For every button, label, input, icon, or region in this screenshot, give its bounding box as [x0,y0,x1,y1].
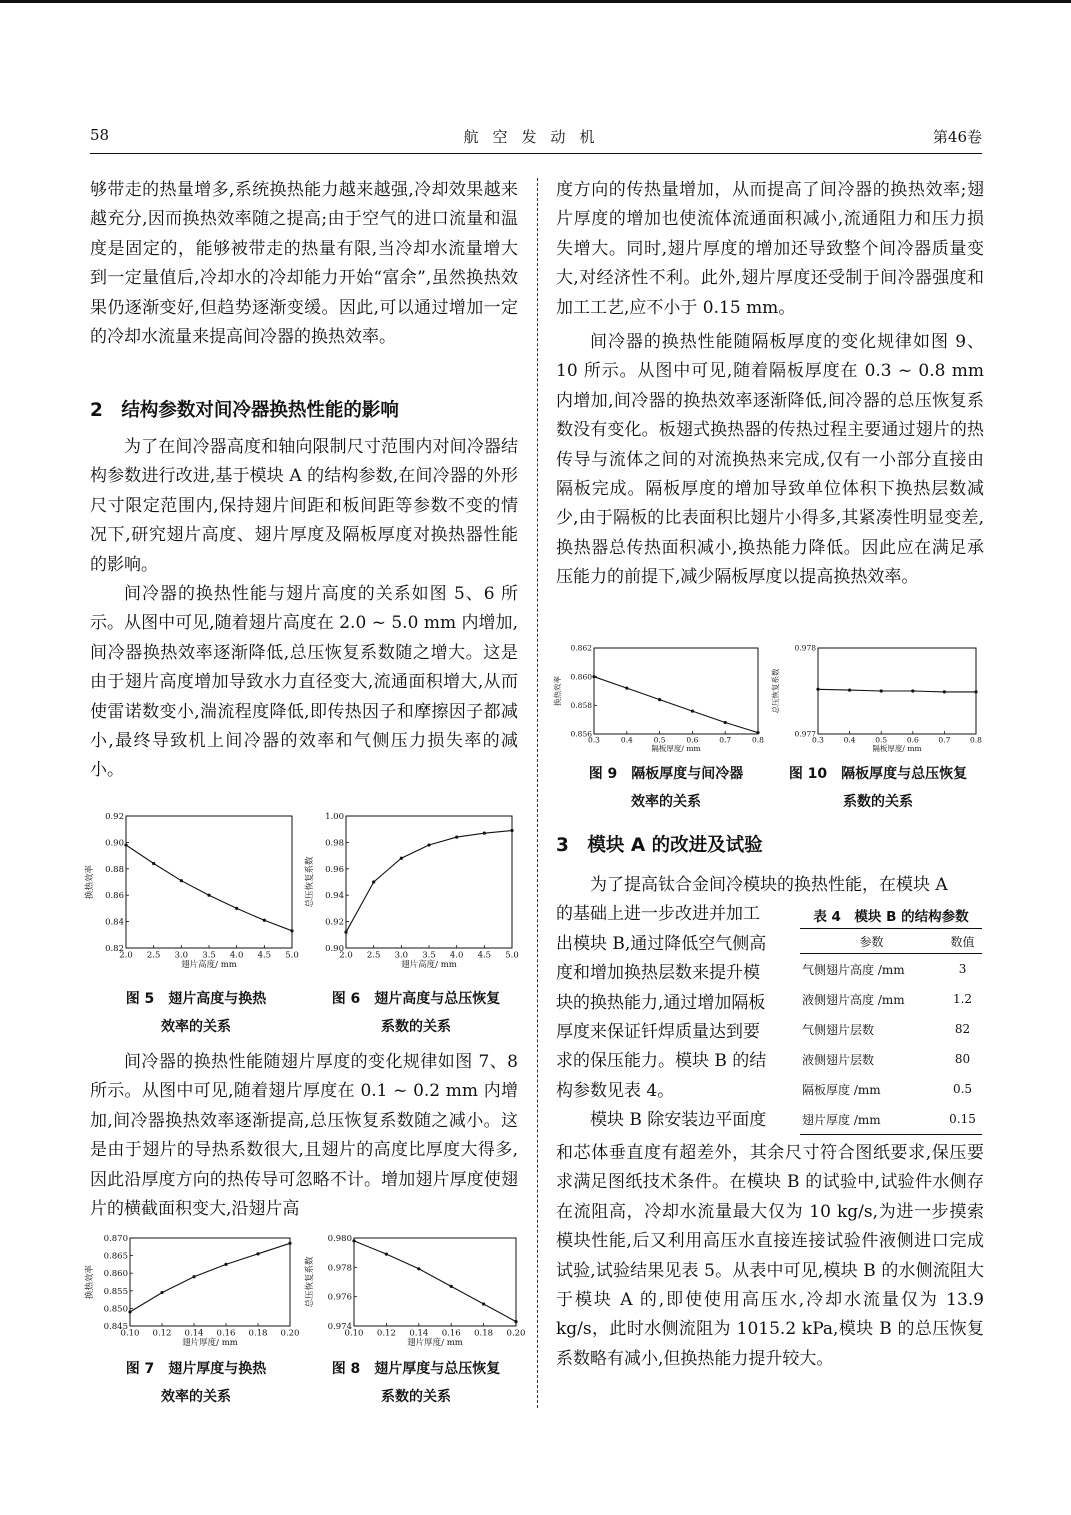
y-tick-label: 0.977 [794,729,816,739]
caption-line: 图 6 翅片高度与总压恢复 [331,991,501,1007]
y-axis-label: 换热效率 [85,864,95,900]
x-tick-label: 4.5 [257,950,272,961]
data-point [756,731,759,734]
data-point [180,879,183,882]
x-axis-label: 翅片厚度/ mm [407,1338,463,1348]
table-4-grid [800,928,982,1135]
data-point [514,1320,517,1323]
y-tick-label: 0.974 [327,1321,352,1332]
section-heading-2: 2 结构参数对间冷器换热性能的影响 [90,400,399,421]
figure-10-caption [770,760,986,816]
y-axis-label: 总压恢复系数 [305,856,315,908]
table-row [800,1044,982,1074]
table-4 [800,906,982,1135]
x-tick-label: 0.5 [653,735,666,745]
figure-5-chart [84,812,306,978]
x-tick-label: 4.5 [477,950,492,961]
data-point [724,721,727,724]
y-tick-label: 0.84 [105,917,124,928]
data-point [510,829,513,832]
caption-line: 图 9 隔板厚度与间冷器 [588,766,744,782]
column-divider [537,178,538,1408]
data-point [256,1252,259,1255]
data-point [128,1310,131,1313]
table-cell: 气侧翅片层数 [802,1022,875,1037]
caption-line: 图 5 翅片高度与换热 [125,991,267,1007]
caption-line: 系数的关系 [843,794,913,810]
data-point [848,689,851,692]
y-tick-label: 0.90 [325,943,344,954]
y-tick-label: 0.870 [103,1234,128,1244]
figure-7-caption [96,1355,296,1411]
x-axis-label: 翅片高度/ mm [181,960,237,970]
data-point [263,919,266,922]
x-tick-label: 0.6 [686,735,699,745]
section-heading-3: 3 模块 A 的改进及试验 [556,835,763,856]
right-column [556,176,984,620]
data-point [427,843,430,846]
y-tick-label: 0.88 [105,864,124,875]
series-line [594,677,758,733]
table-row [800,954,982,985]
table-cell: 80 [954,1052,971,1066]
x-tick-label: 0.14 [409,1328,429,1339]
paragraph: 和芯体垂直度有超差外，其余尺寸符合图纸要求,保压要求满足图纸技术条件。在模块 B 的试验中,试验件水侧存在流阻高，冷却水流量最大仅为 10 kg/s,为进一步摸索模块性能,后又利用高压水直接连接试验件液侧进口完成试验,试验结果见表 5。从表中可见,模块 B 的水侧流阻大于模块 A 的,即使使用高压水,冷却水流量仅为 13.9 kg/s，此时水侧流阻为 1015.2 kPa,模块 B 的总压恢复系数略有减小,但换热能力提升较大。 [556,1143,984,1369]
table-row [800,984,982,1014]
x-tick-label: 3.5 [422,950,436,961]
x-tick-label: 0.8 [752,735,764,745]
x-tick-label: 0.7 [719,735,732,745]
data-point [385,1253,388,1256]
data-point [974,690,977,693]
plot-frame [346,816,512,948]
y-tick-label: 0.860 [103,1269,128,1280]
paragraph: 间冷器的换热性能随隔板厚度的变化规律如图 9、10 所示。从图中可见,随着隔板厚度在 0.3 ~ 0.8 mm 内增加,间冷器的换热效率逐渐降低,间冷器的总压恢复系数没有变化。板翅式换热器的传热过程主要通过翅片的热传导与流体之间的对流换热来完成,仅有一小部分直接由隔板完成。隔板厚度的增加导致单位体积下换热层数减少,由于隔板的比表面积比翅片小得多,其紧凑性明显变差,换热器总传热面积减小,换热能力降低。因此应在满足承压能力的前提下,减少隔板厚度以提高换热效率。 [556,332,984,588]
caption-line: 效率的关系 [631,794,701,810]
text-line: 为了提高钛合金间冷模块的换热性能，在模块 A [590,875,948,895]
figure-7-chart [84,1234,306,1354]
journal-title: 航空发动机 [463,128,609,146]
y-tick-label: 0.865 [103,1251,128,1262]
paragraph: 度方向的传热量增加，从而提高了间冷器的换热效率;翅片厚度的增加也使流体流通面积减小,流通阻力和压力损失增大。同时,翅片厚度的增加还导致整个间冷器质量变大,对经济性不利。此外,翅片厚度还受制于间冷器强度和加工工艺,应不小于 0.15 mm。 [556,180,984,318]
data-point [625,687,628,690]
text-line: 出模块 B,通过降低空气侧高 [556,933,767,954]
data-point [124,843,127,846]
figure-6-caption [306,985,526,1041]
paragraph: 为了在间冷器高度和轴向限制尺寸范围内对间冷器结构参数进行改进,基于模块 A 的结构参数,在间冷器的外形尺寸限定范围内,保持翅片间距和板间距等参数不变的情况下,研究翅片高度、翅片厚度及隔板厚度对换热器性能的影响。 [90,437,518,575]
figure-9-caption [566,760,766,816]
y-tick-label: 0.855 [103,1286,128,1297]
x-tick-label: 0.20 [506,1328,526,1339]
y-tick-label: 0.90 [105,838,124,849]
data-point [911,689,914,692]
data-point [483,832,486,835]
y-tick-label: 0.92 [105,812,124,822]
data-point [224,1263,227,1266]
y-tick-label: 0.976 [327,1292,352,1303]
x-tick-label: 3.0 [174,950,189,961]
paragraph: 间冷器的换热性能与翅片高度的关系如图 5、6 所示。从图中可见,随着翅片高度在 2.0 ~ 5.0 mm 内增加,间冷器换热效率逐渐降低,总压恢复系数随之增大。这是由于翅片高度增加导致水力直径变大,流通面积增大,从而使雷诺数变小,湍流程度降低,即传热因子和摩擦因子都减小,最终导致机上间冷器的效率和气侧压力损失率的减小。 [90,584,518,781]
data-point [816,688,819,691]
x-tick-label: 3.0 [394,950,409,961]
data-point [152,862,155,865]
y-tick-label: 0.860 [570,672,592,682]
x-tick-label: 0.12 [376,1328,396,1339]
caption-line: 图 7 翅片厚度与换热 [125,1361,267,1377]
data-point [943,690,946,693]
x-tick-label: 2.5 [366,950,381,961]
series-line [126,845,292,931]
volume-label: 第46卷 [932,128,982,146]
x-tick-label: 0.5 [875,735,888,745]
x-tick-label: 0.18 [474,1328,494,1339]
table-header-row [800,929,982,954]
data-point [160,1291,163,1294]
y-axis-label: 换热效率 [85,1264,95,1300]
data-point [592,675,595,678]
y-tick-label: 0.858 [570,700,592,710]
table-cell: 0.5 [952,1082,973,1096]
data-point [450,1285,453,1288]
data-point [417,1267,420,1270]
running-header [90,126,982,150]
y-tick-label: 0.850 [103,1304,128,1315]
y-tick-label: 0.845 [103,1321,128,1332]
x-tick-label: 5.0 [285,950,299,961]
data-point [372,880,375,883]
text-line: 度和增加换热层数来提升模 [556,963,760,984]
table-cell: 0.15 [943,1104,982,1135]
y-axis-label: 总压恢复系数 [305,1256,315,1308]
top-rule [0,0,1071,3]
plot-frame [126,816,292,948]
x-tick-label: 0.3 [588,735,600,745]
x-tick-label: 3.5 [202,950,216,961]
paragraph: 间冷器的换热性能随翅片厚度的变化规律如图 7、8 所示。从图中可见,随着翅片厚度在 0.1 ~ 0.2 mm 内增加,间冷器换热效率逐渐提高,总压恢复系数随之减小。这是由于翅片的导热系数很大,且翅片的高度比厚度大得多,因此沿厚度方向的热传导可忽略不计。增加翅片厚度使翅片的横截面积变大,沿翅片高 [90,1052,518,1220]
text-line: 块的换热能力,通过增加隔板 [556,992,766,1013]
x-tick-label: 0.7 [938,735,951,745]
figure-8-chart [304,1234,526,1354]
data-point [691,709,694,712]
table-title: 表 4 模块 B 的结构参数 [813,909,969,925]
data-point [352,1239,355,1242]
table-cell: 液侧翅片高度 /mm [802,992,905,1007]
data-point [455,836,458,839]
text-line: 构参数见表 4。 [556,1080,675,1101]
x-axis-label: 隔板厚度/ mm [872,744,922,753]
series-line [354,1241,516,1322]
paragraph: 够带走的热量增多,系统换热能力越来越强,冷却效果越来越充分,因而换热效率随之提高;由于空气的进口流量和温度是固定的，能够被带走的热量有限,当冷却水流量增大到一定量值后,冷却水的冷却能力开始“富余”,虽然换热效果仍逐渐变好,但趋势逐渐变缓。因此,可以通过增加一定的冷却水流量来提高间冷器的换热效率。 [90,180,518,348]
caption-line: 图 8 翅片厚度与总压恢复 [331,1361,501,1377]
caption-line: 系数的关系 [381,1019,451,1035]
x-tick-label: 2.5 [146,950,161,961]
text-line: 模块 B 除安装边平面度 [590,1110,767,1131]
y-tick-label: 0.92 [325,917,344,928]
x-tick-label: 0.4 [843,735,856,745]
left-column [90,176,518,780]
data-point [235,907,238,910]
data-point [344,931,347,934]
table-cell: 1.2 [952,992,973,1006]
y-tick-label: 0.980 [327,1234,352,1244]
plot-frame [594,648,758,734]
data-point [658,698,661,701]
series-line [818,689,976,692]
x-tick-label: 0.12 [152,1328,172,1339]
x-tick-label: 0.4 [620,735,633,745]
x-tick-label: 0.16 [216,1328,236,1339]
table-row [800,1014,982,1044]
data-point [290,929,293,932]
data-point [207,894,210,897]
x-tick-label: 0.10 [120,1328,140,1339]
column-header-value: 数值 [943,929,982,954]
x-tick-label: 0.6 [906,735,919,745]
x-axis-label: 翅片厚度/ mm [182,1338,238,1348]
table-cell: 翅片厚度 /mm [800,1104,943,1135]
x-tick-label: 0.16 [441,1328,461,1339]
y-tick-label: 0.978 [794,643,816,653]
y-tick-label: 0.82 [105,943,124,954]
table-cell: 3 [958,962,967,976]
table-cell: 液侧翅片层数 [802,1052,875,1067]
x-tick-label: 0.18 [248,1328,268,1339]
y-tick-label: 0.862 [570,643,592,653]
text-line: 求的保压能力。模块 B 的结 [556,1051,767,1072]
y-tick-label: 0.86 [105,891,124,902]
figure-9-chart [552,640,772,758]
figure-6-chart [304,812,526,978]
x-tick-label: 4.0 [449,950,464,961]
caption-line: 图 10 隔板厚度与总压恢复 [788,766,968,782]
table-cell: 82 [954,1022,971,1036]
table-row [800,1074,982,1104]
x-tick-label: 0.10 [344,1328,364,1339]
x-tick-label: 2.0 [119,950,133,961]
y-tick-label: 0.856 [570,729,592,739]
x-axis-label: 隔板厚度/ mm [651,744,701,753]
column-header-param: 参数 [800,929,943,954]
x-tick-label: 2.0 [339,950,353,961]
y-axis-label: 换热效率 [553,676,562,706]
caption-line: 效率的关系 [161,1389,231,1405]
x-tick-label: 0.14 [184,1328,204,1339]
caption-line: 效率的关系 [161,1019,231,1035]
data-point [400,857,403,860]
header-rule [90,153,982,154]
x-tick-label: 0.20 [280,1328,300,1339]
y-tick-label: 0.94 [325,891,344,902]
y-tick-label: 1.00 [325,812,344,822]
data-point [482,1302,485,1305]
data-point [880,689,883,692]
data-point [288,1242,291,1245]
text-line: 厚度来保证钎焊质量达到要 [556,1022,760,1043]
y-tick-label: 0.978 [327,1263,352,1274]
y-axis-label: 总压恢复系数 [771,668,780,714]
figure-5-caption [96,985,296,1041]
text-line: 的基础上进一步改进并加工 [556,904,760,925]
x-tick-label: 4.0 [229,950,244,961]
x-tick-label: 0.8 [970,735,982,745]
series-line [130,1243,290,1312]
x-tick-label: 0.3 [812,735,824,745]
x-tick-label: 5.0 [505,950,519,961]
caption-line: 系数的关系 [381,1389,451,1405]
table-cell: 隔板厚度 /mm [802,1082,881,1097]
page-number: 58 [90,126,110,144]
figure-8-caption [306,1355,526,1411]
data-point [192,1275,195,1278]
y-tick-label: 0.98 [325,838,344,849]
table-row [800,1104,982,1135]
x-axis-label: 翅片高度/ mm [401,960,457,970]
table-cell: 气侧翅片高度 /mm [802,962,905,977]
figure-10-chart [770,640,986,758]
y-tick-label: 0.96 [325,864,344,875]
